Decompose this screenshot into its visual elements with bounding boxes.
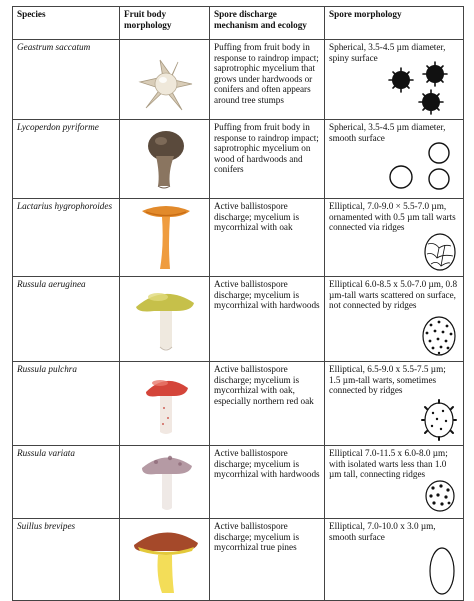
table-row — [13, 40, 464, 120]
header-row — [13, 7, 464, 40]
ridged-spore-icon — [423, 232, 457, 272]
isolated-wart-spore-icon — [423, 478, 457, 514]
purple-mushroom-icon — [120, 446, 210, 519]
fruit-body-cell — [120, 199, 210, 277]
tall-wart-spore-icon — [421, 399, 457, 441]
table-row — [13, 446, 464, 519]
spore-text: Spherical, 3.5-4.5 µm diameter, spiny surface — [329, 42, 446, 63]
spore-cell — [325, 277, 464, 362]
species-table — [12, 6, 464, 601]
spiny-spores-icon — [387, 60, 457, 115]
spore-cell — [325, 120, 464, 199]
red-mushroom-icon — [120, 362, 210, 446]
discharge-cell: Active ballistospore discharge; mycelium is mycorrhizal with hardwoods — [210, 446, 325, 519]
header-spore: Spore morphology — [325, 7, 464, 40]
table-row — [13, 199, 464, 277]
species-name: Russula pulchra — [13, 362, 120, 446]
discharge-cell: Puffing from fruit body in response to raindrop impact; saprotrophic mycelium on wood of hardwoods and conifers — [210, 120, 325, 199]
spore-text: Elliptical, 7.0-9.0 × 5.5-7.0 µm, ornamented with 0.5 µm tall warts connected via ridges — [329, 201, 456, 233]
spore-text: Spherical, 3.5-4.5 µm diameter, smooth surface — [329, 122, 446, 143]
species-name: Lactarius hygrophoroides — [13, 199, 120, 277]
species-name: Lycoperdon pyriforme — [13, 120, 120, 199]
spore-cell — [325, 519, 464, 601]
table-row — [13, 519, 464, 601]
yellow-green-mushroom-icon — [120, 277, 210, 362]
discharge-cell: Puffing from fruit body in response to raindrop impact; saprotrophic mycelium that grows under hardwoods or conifers and often appears around tree stumps — [210, 40, 325, 120]
species-name: Geastrum saccatum — [13, 40, 120, 120]
fruit-body-cell — [120, 120, 210, 199]
spore-cell — [325, 40, 464, 120]
fruit-body-cell — [120, 446, 210, 519]
discharge-cell: Active ballistospore discharge; mycelium is mycorrhizal with oak, especially northern red oak — [210, 362, 325, 446]
fruit-body-cell — [120, 362, 210, 446]
fruit-body-cell — [120, 277, 210, 362]
puffball-icon — [120, 120, 210, 199]
spore-cell — [325, 362, 464, 446]
header-discharge: Spore discharge mechanism and ecology — [210, 7, 325, 40]
fruit-body-cell — [120, 519, 210, 601]
smooth-elliptical-spore-icon — [427, 546, 457, 596]
species-name: Russula variata — [13, 446, 120, 519]
warty-spore-icon — [421, 315, 457, 357]
species-name: Suillus brevipes — [13, 519, 120, 601]
earthstar-icon — [120, 40, 210, 120]
spore-text: Elliptical 6.0-8.5 x 5.0-7.0 µm, 0.8 µm-tall warts scattered on surface, not connected by ridges — [329, 279, 458, 311]
fruit-body-cell — [120, 40, 210, 120]
spore-cell — [325, 446, 464, 519]
smooth-spores-icon — [387, 139, 457, 194]
table-row — [13, 277, 464, 362]
orange-mushroom-icon — [120, 199, 210, 277]
header-species: Species — [13, 7, 120, 40]
bolete-icon — [120, 519, 210, 601]
spore-text: Elliptical, 7.0-10.0 x 3.0 µm, smooth surface — [329, 521, 436, 542]
spore-cell — [325, 199, 464, 277]
spore-text: Elliptical, 6.5-9.0 x 5.5-7.5 µm; 1.5 µm-tall warts, sometimes connected by ridges — [329, 364, 446, 396]
discharge-cell: Active ballistospore discharge; mycelium is mycorrhizal with hardwoods — [210, 277, 325, 362]
discharge-cell: Active ballistospore discharge; mycelium is mycorrhizal true pines — [210, 519, 325, 601]
discharge-cell: Active ballistospore discharge; mycelium is mycorrhizal with oak — [210, 199, 325, 277]
header-fruit-body: Fruit body morphology — [120, 7, 210, 40]
spore-text: Elliptical 7.0-11.5 x 6.0-8.0 µm; with isolated warts less than 1.0 µm tall, connecting ridges — [329, 448, 448, 480]
table-row — [13, 362, 464, 446]
table-row — [13, 120, 464, 199]
species-name: Russula aeruginea — [13, 277, 120, 362]
